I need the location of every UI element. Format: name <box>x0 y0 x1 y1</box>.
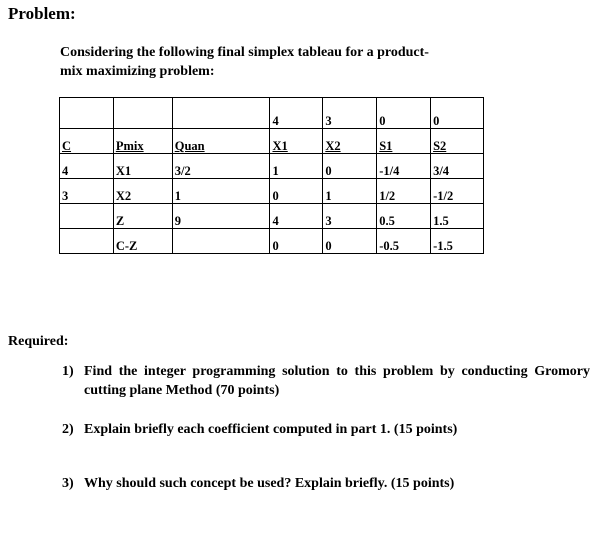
intro-line-1: Considering the following final simplex tableau for a product- <box>60 45 429 60</box>
problem-heading: Problem: <box>8 4 76 23</box>
table-cell: 3/2 <box>172 154 270 179</box>
item-text: Why should such concept be used? Explain briefly. (15 points) <box>84 476 455 491</box>
header-cell: X1 <box>270 129 323 154</box>
table-cell: 0 <box>323 154 377 179</box>
table-cell: 3 <box>323 204 377 229</box>
header-cell: S2 <box>431 129 484 154</box>
table-cell <box>60 229 114 254</box>
required-heading: Required: <box>8 334 69 349</box>
required-item <box>62 474 590 493</box>
table-cell: 1.5 <box>431 204 484 229</box>
table-cell: 4 <box>270 204 323 229</box>
coef-cell: 3 <box>323 98 377 129</box>
table-cell <box>60 204 114 229</box>
table-cell: 0 <box>270 179 323 204</box>
table-row <box>60 154 484 179</box>
table-cell: 4 <box>60 154 114 179</box>
table-cell: X1 <box>113 154 172 179</box>
table-row <box>60 204 484 229</box>
header-cell: C <box>60 129 114 154</box>
coef-cell: 0 <box>377 98 431 129</box>
table-cell: 9 <box>172 204 270 229</box>
problem-intro <box>60 43 500 81</box>
table-cell <box>172 229 270 254</box>
table-cell: -1/2 <box>431 179 484 204</box>
item-number: 3) <box>62 476 74 491</box>
header-cell: X2 <box>323 129 377 154</box>
coef-cell: 0 <box>431 98 484 129</box>
table-cell: 1 <box>172 179 270 204</box>
item-text: Explain briefly each coefficient computed in part 1. (15 points) <box>84 422 458 437</box>
header-row <box>60 129 484 154</box>
coef-cell <box>172 98 270 129</box>
table-cell: 0 <box>270 229 323 254</box>
table-cell: C-Z <box>113 229 172 254</box>
table-row <box>60 179 484 204</box>
intro-line-2: mix maximizing problem: <box>60 64 215 79</box>
simplex-tableau <box>59 97 484 254</box>
coefficient-row <box>60 98 484 129</box>
table-cell: 0 <box>323 229 377 254</box>
coef-cell: 4 <box>270 98 323 129</box>
table-cell: Z <box>113 204 172 229</box>
table-cell: 1 <box>270 154 323 179</box>
table-cell: 3 <box>60 179 114 204</box>
required-item <box>62 420 590 439</box>
item-text: Find the integer programming solution to this problem by conducting Gromory cutting plane Method (70 points) <box>84 364 590 398</box>
table-cell: X2 <box>113 179 172 204</box>
coef-cell <box>113 98 172 129</box>
item-number: 1) <box>62 364 74 379</box>
required-list <box>62 362 590 511</box>
table-cell: 0.5 <box>377 204 431 229</box>
header-cell: S1 <box>377 129 431 154</box>
header-cell: Pmix <box>113 129 172 154</box>
required-item <box>62 362 590 400</box>
table-cell: 1/2 <box>377 179 431 204</box>
item-number: 2) <box>62 422 74 437</box>
coef-cell <box>60 98 114 129</box>
table-cell: -1/4 <box>377 154 431 179</box>
header-cell: Quan <box>172 129 270 154</box>
table-row <box>60 229 484 254</box>
table-cell: -0.5 <box>377 229 431 254</box>
table-cell: 1 <box>323 179 377 204</box>
table-cell: -1.5 <box>431 229 484 254</box>
table-cell: 3/4 <box>431 154 484 179</box>
